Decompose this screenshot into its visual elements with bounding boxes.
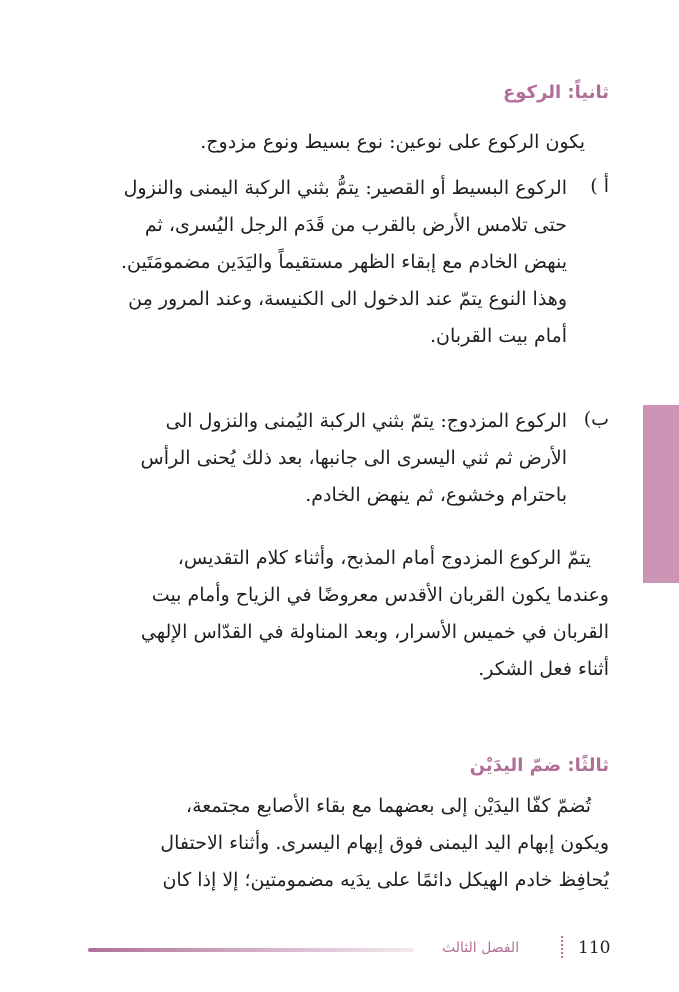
page-number: 110 [578, 938, 611, 958]
section-heading-kneeling: ثانياً: الركوع [502, 82, 609, 103]
item-a-line: ينهض الخادم مع إبقاء الظهر مستقيماً واليَدَين مضمومَتَين. [120, 251, 567, 273]
item-a-line: الركوع البسيط أو القصير: يتمُّ بثني الركبة اليمنى والنزول [123, 177, 567, 199]
paragraph-line: وعندما يكون القربان الأقدس معروضًا في الزياح وأمام بيت [151, 584, 609, 606]
kneeling-paragraph [85, 540, 609, 688]
item-a-line: وهذا النوع يتمّ عند الدخول الى الكنيسة، وعند المرور مِن [128, 288, 567, 310]
intro-line: يكون الركوع على نوعين: نوع بسيط ونوع مزدوج. [200, 131, 585, 153]
item-b-text [85, 403, 567, 514]
paragraph-line: القربان في خميس الأسرار، وبعد المناولة في القدّاس الإلهي [140, 621, 609, 643]
footer-dotted-separator [561, 936, 563, 958]
paragraph-line: يُحافِظ خادم الهيكل دائمًا على يدَيه مضمومتين؛ إلا إذا كان [162, 869, 609, 891]
paragraph-line: أثناء فعل الشكر. [478, 658, 609, 680]
item-a-line: أمام بيت القربان. [430, 325, 567, 347]
footer-divider-bar [88, 948, 414, 952]
item-b-line: باحترام وخشوع، ثم ينهض الخادم. [305, 484, 567, 506]
item-marker-b: ب) [583, 408, 609, 430]
paragraph-line: تُضمّ كفّا اليدَيْن إلى بعضهما مع بقاء الأصابع مجتمعة، [185, 795, 591, 817]
paragraph-line: يتمّ الركوع المزدوج أمام المذبح، وأثناء كلام التقديس، [177, 547, 591, 569]
footer-chapter-title: الفصل الثالث [442, 940, 520, 956]
paragraph-line: ويكون إبهام اليد اليمنى فوق إبهام اليسرى. وأثناء الاحتفال [160, 832, 609, 854]
kneeling-intro [85, 124, 585, 161]
chapter-side-tab [643, 405, 679, 583]
item-marker-a: أ ) [590, 175, 609, 197]
joining-hands-paragraph [85, 788, 609, 899]
item-b-line: الأرض ثم ثني اليسرى الى جانبها، بعد ذلك يُحنى الرأس [140, 447, 567, 469]
item-a-line: حتى تلامس الأرض بالقرب من قَدَم الرجل اليُسرى، ثم [144, 214, 567, 236]
section-heading-joining-hands: ثالثًا: ضمّ اليدَيْن [469, 755, 609, 776]
item-a-text [85, 170, 567, 355]
item-b-line: الركوع المزدوج: يتمّ بثني الركبة اليُمنى والنزول الى [165, 410, 567, 432]
